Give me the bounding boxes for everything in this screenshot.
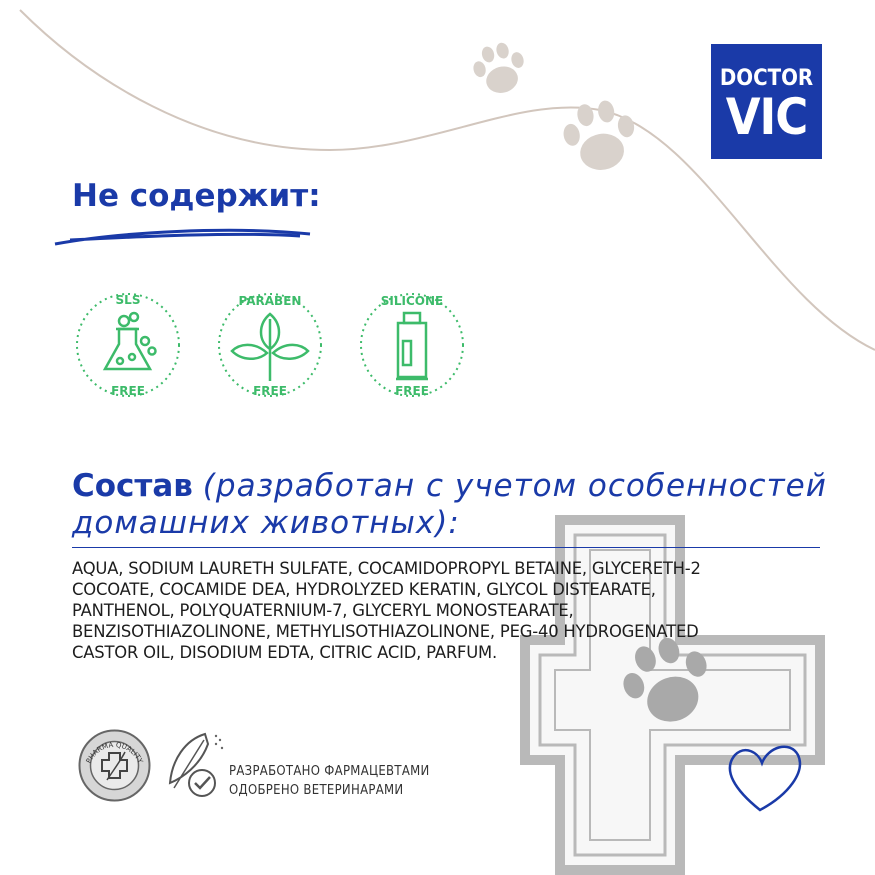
ingredients-line: COCOATE, COCAMIDE DEA, HYDROLYZED KERATIN, GLYCOL DISTEARATE, (72, 580, 656, 599)
paraben-free-badge (214, 289, 326, 401)
ingredients-line: PANTHENOL, POLYQUATERNIUM-7, GLYCERYL MONOSTEARATE, (72, 601, 574, 620)
composition-subtitle: (разработан с учетом особенностей домашних животных): (72, 468, 827, 541)
pharma-quality-seal (77, 728, 152, 803)
ingredients-line: CASTOR OIL, DISODIUM EDTA, CITRIC ACID, PARFUM. (72, 643, 497, 662)
footer-line2: ОДОБРЕНО ВЕТЕРИНАРАМИ (229, 783, 404, 798)
badge-top-label: SLS (115, 293, 141, 307)
brand-logo (711, 44, 822, 159)
leaf-icon (232, 314, 308, 381)
not-contains-title: Не содержит: (72, 178, 321, 214)
brand-logo-line1: DOCTOR (719, 66, 814, 91)
divider (72, 547, 820, 548)
tube-icon (396, 313, 428, 379)
ingredients-list (72, 558, 832, 663)
badge-top-label: PARABEN (238, 294, 302, 308)
seal-label: PHARMA QUALITY (84, 741, 145, 765)
badge-bottom-label: FREE (111, 384, 145, 398)
title-underline (55, 230, 310, 244)
paw-print-icon (469, 38, 531, 99)
silicone-free-badge (356, 289, 468, 401)
sls-free-badge (72, 289, 184, 401)
footer-claims (229, 762, 430, 800)
feather-check-icon (160, 728, 230, 803)
ingredients-line: AQUA, SODIUM LAURETH SULFATE, COCAMIDOPROPYL BETAINE, GLYCERETH-2 (72, 559, 701, 578)
brand-logo-line2: VIC (725, 88, 808, 146)
composition-title: Состав (72, 468, 193, 504)
badge-bottom-label: FREE (253, 384, 287, 398)
ingredients-line: BENZISOTHIAZOLINONE, METHYLISOTHIAZOLINONE, PEG-40 HYDROGENATED (72, 622, 699, 641)
flask-icon (105, 313, 156, 369)
badge-top-label: SILICONE (380, 294, 444, 308)
footer-line1: РАЗРАБОТАНО ФАРМАЦЕВТАМИ (229, 764, 430, 779)
composition-heading (72, 468, 832, 542)
badge-bottom-label: FREE (395, 384, 429, 398)
